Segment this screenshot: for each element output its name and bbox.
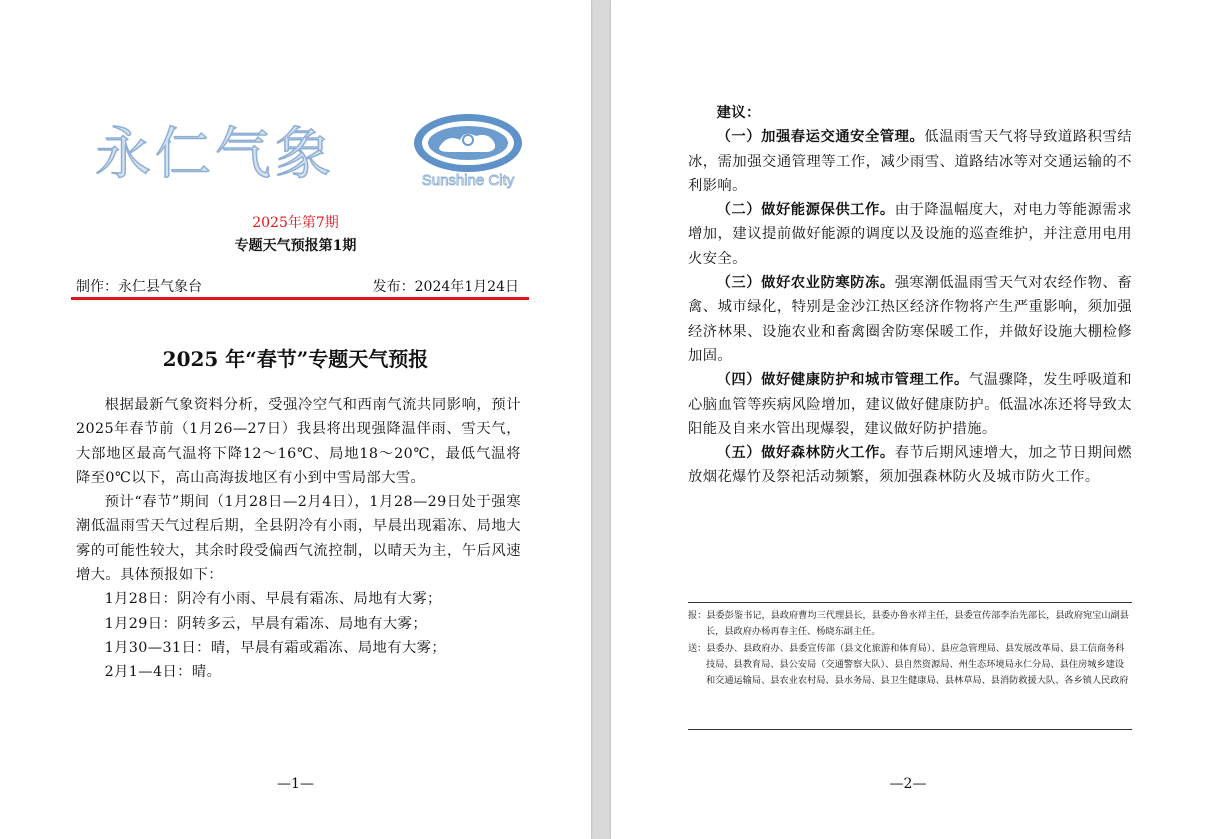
special-issue-number: 专题天气预报第1期 [234, 238, 357, 254]
page-number: —1— [277, 776, 314, 792]
suggestion-item [688, 441, 1132, 490]
paragraph: 根据最新气象资料分析，受强冷空气和西南气流共同影响，预计2025年春节前（1月26—27日）我县将出现强降温伴雨、雪天气，大部地区最高气温将下降12～16℃、局地18～20℃，最低气温将降至0℃以下，高山高海拔地区有小到中雪局部大雪。 [76, 397, 521, 486]
red-divider [71, 297, 529, 300]
suggestion-item [688, 271, 1132, 368]
suggestion-text: 强寒潮低温雨雪天气对农经作物、畜禽、城市绿化，特别是金沙江热区经济作物将产生严重影响，须加强经济林果、设施农业和畜禽圈舍防寒保暖工作，并做好设施大棚检修加固。 [688, 275, 1132, 364]
publish-date: 发布：2024年1月24日 [372, 279, 519, 295]
suggestion-title: （五）做好森林防火工作。 [716, 445, 895, 462]
page-title: 2025 年“春节”专题天气预报 [162, 347, 429, 371]
suggestion-title: （四）做好健康防护和城市管理工作。 [716, 372, 969, 389]
forecast-line: 1月30—31日：晴，早晨有霜或霜冻、局地有大雾； [104, 639, 447, 656]
forecast-body [76, 393, 521, 685]
logo-brand: Sunshine City [421, 172, 515, 189]
suggestion-item [688, 368, 1132, 441]
suggestion-text: 气温骤降，发生呼吸道和心脑血管等疾病风险增加，建议做好健康防护。低温冰冻还将导致太阳能及自来水管出现爆裂，建议做好防护措施。 [688, 372, 1132, 437]
distribution-bottom-rule [688, 729, 1132, 730]
paragraph: 预计“春节”期间（1月28日—2月4日），1月28—29日处于强寒潮低温雨雪天气过程后期，全县阴冷有小雨，早晨出现霜冻、局地大雾的可能性较大，其余时段受偏西气流控制，以晴天为主，午后风速增大。具体预报如下： [76, 494, 521, 584]
page-2 [611, 0, 1205, 839]
distribution-top-rule [688, 602, 1132, 603]
suggestion-text: 由于降温幅度大，对电力等能源需求增加，建议提前做好能源的调度以及设施的巡查维护，并注意用电用火安全。 [688, 202, 1132, 267]
forecast-line: 1月29日：阴转多云，早晨有霜冻、局地有大雾； [104, 615, 428, 632]
suggestion-text: 低温雨雪天气将导致道路积雪结冰，需加强交通管理等工作，减少雨雪、道路结冰等对交通运输的不利影响。 [688, 129, 1132, 194]
suggestion-item [688, 198, 1132, 271]
forecast-line: 1月28日：阴冷有小雨、早晨有霜冻、局地有大雾； [104, 591, 442, 608]
forecast-line: 2月1—4日：晴。 [104, 664, 222, 681]
send-to: 送：县委办、县政府办、县委宣传部（县文化旅游和体育局）、县应急管理局、县发展改革局、县工信商务科技局、县教育局、县公安局（交通警察大队）、县自然资源局、州生态环境局永仁分局、县住房城乡建设和交通运输局、县农业农村局、县水务局、县卫生健康局、县林草局、县消防救援大队、各乡镇人民政府 [688, 642, 1129, 687]
suggestions-heading: 建议： [716, 105, 761, 121]
producer: 制作：永仁县气象台 [76, 279, 202, 295]
logo-title: 永仁气象 [95, 122, 335, 187]
suggestions [688, 101, 1132, 490]
distribution-list [688, 608, 1132, 689]
report-to: 报：县委彭鉴书记，县政府曹均三代理县长，县委办鲁水祥主任，县委宣传部李治先部长，县政府宛宝山副县长，县政府办杨再春主任、杨晓东副主任。 [688, 610, 1129, 638]
issue-number: 2025年第7期 [252, 215, 339, 231]
sunshine-city-logo-icon [410, 110, 526, 190]
page-1 [0, 0, 591, 839]
suggestion-title: （一）加强春运交通安全管理。 [716, 129, 925, 146]
suggestion-item [688, 125, 1132, 198]
page-number: —2— [889, 776, 927, 792]
suggestion-title: （三）做好农业防寒防冻。 [716, 275, 895, 292]
suggestion-text: 春节后期风速增大，加之节日期间燃放烟花爆竹及祭祀活动频繁，须加强森林防火及城市防火工作。 [688, 445, 1132, 486]
suggestion-title: （二）做好能源保供工作。 [716, 202, 895, 219]
